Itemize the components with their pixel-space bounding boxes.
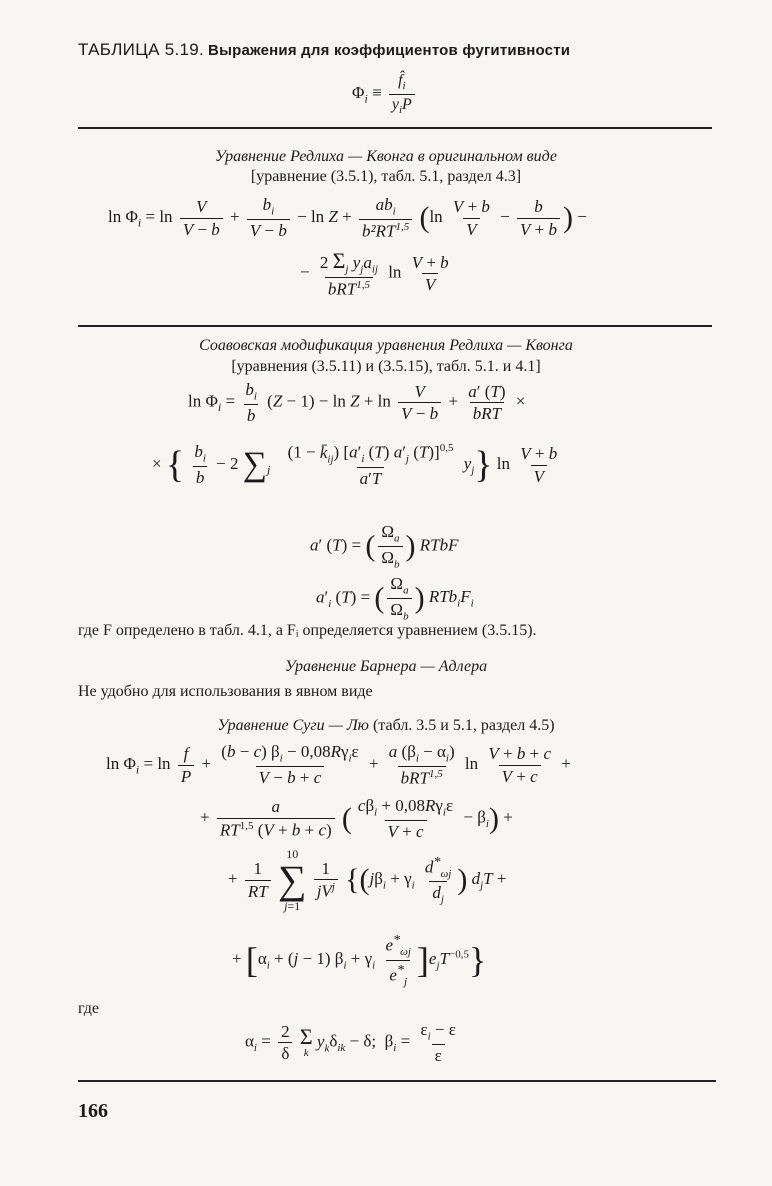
sugie-where: где [78, 1000, 100, 1017]
sugie-heading: Уравнение Суги — Лю [217, 717, 369, 734]
barner-heading: Уравнение Барнера — Адлера [284, 658, 488, 675]
sugie-equation-line-4: + [$\alpha_i + (j - 1) \beta_i + \gamma_i$ $\frac{e^*_{\omega j}}{e^*_j}$ ]$e_jT^{-0,5}$} [232, 932, 487, 988]
sugie-heading-line [0, 717, 772, 735]
table-title: Выражения для коэффициентов фугитивности [208, 42, 571, 59]
soave-reference: [уравнения (3.5.11) и (3.5.15), табл. 5.1. и 4.1] [231, 358, 541, 375]
fugacity-definition: $\Phi_i$ ≡ $\frac{f̂_i}{y_iP}$ [352, 72, 418, 117]
top-rule [78, 127, 712, 129]
redlich-equation-line-2: − $\frac{2 \Sigma_j y_ja_{ij}}{bRT^{1,5}}$ ln $\frac{V + b}{V}$ [300, 248, 449, 299]
soave-heading: Соавовская модификация уравнения Редлиха — Квонга [199, 337, 573, 354]
table-caption [78, 40, 570, 60]
bottom-rule [78, 1080, 716, 1082]
sugie-equation-line-5: $\alpha_i$ = $\frac{2}{\delta}$ Σ k $y_k\delta_{ik} - \delta$; $\beta_i$ = $\frac{\varepsilon_i - \varepsilon}{\varepsilon}$ [245, 1020, 456, 1066]
barner-text: Не удобно для использования в явном виде [78, 683, 373, 700]
sugie-reference: (табл. 3.5 и 5.1, раздел 4.5) [372, 717, 555, 734]
soave-equation-line-4: $a'_i$ (T) = ( $\frac{\Omega_a}{\Omega_b}$ ) $RTb_iF_i$ [316, 574, 474, 623]
redlich-reference: [уравнение (3.5.1), табл. 5.1, раздел 4.3] [250, 168, 522, 185]
redlich-equation-line-1: $\ln \Phi_i = \ln$ $\frac{V}{V - b}$ + $\frac{b_i}{V - b}$ − ln Z + $\frac{ab_i}{b^2RT^{1,5}}$ (ln $\frac{V + b}{V}$ − $\frac{b}{V + b}$ ) − [108, 195, 587, 241]
sugie-equation-line-2: + $\frac{a}{RT^{1,5} (V + b + c)}$ ( $\frac{c\beta_i + 0,08R\gamma_i\varepsilon}{V + c}$ − $\beta_i$) + [200, 796, 513, 842]
soave-equation-line-2: × { $\frac{b_i}{b}$ − 2 $\sum_j$ $\frac{(1 - k̄_{ij}) [a'_i (T) a'_j (T)]^{0,5}}{a'T}$ $y_j$} ln $\frac{V + b}{V}$ [152, 442, 558, 488]
redlich-heading: Уравнение Редлиха — Квонга в оригинальном виде [214, 148, 558, 165]
table-number: ТАБЛИЦА 5.19. [78, 40, 205, 59]
soave-equation-line-3: a′ (T) = ( $\frac{\Omega_a}{\Omega_b}$ ) RTbF [310, 522, 459, 571]
sugie-equation-line-3: + $\frac{1}{RT}$ 10 ∑ j=1 $\frac{1}{jV^j}$ {($j\beta_i + \gamma_i$ $\frac{d^*_{\omega j}}{d_j}$ ) $d_jT$ + [228, 847, 507, 913]
sugie-equation-line-1: $\ln \Phi_i = \ln$ $\frac{f}{P}$ + $\frac{(b - c) \beta_i - 0,08R\gamma_i\varepsilon}{V - b + c}$ + $\frac{a (\beta_i - \alpha_i)}{bRT^{1,5}}$ ln $\frac{V + b + c}{V + c}$ + [106, 742, 571, 788]
soave-equation-line-1: $\ln \Phi_i$ = $\frac{b_i}{b}$ (Z − 1) − ln Z + ln $\frac{V}{V - b}$ + $\frac{a' (T)}{\text{bRT}}$ × [188, 380, 526, 426]
rule-2 [78, 325, 712, 327]
page-number: 166 [78, 1100, 108, 1122]
soave-note: где F определено в табл. 4.1, а Fᵢ определяется уравнением (3.5.15). [78, 622, 537, 639]
